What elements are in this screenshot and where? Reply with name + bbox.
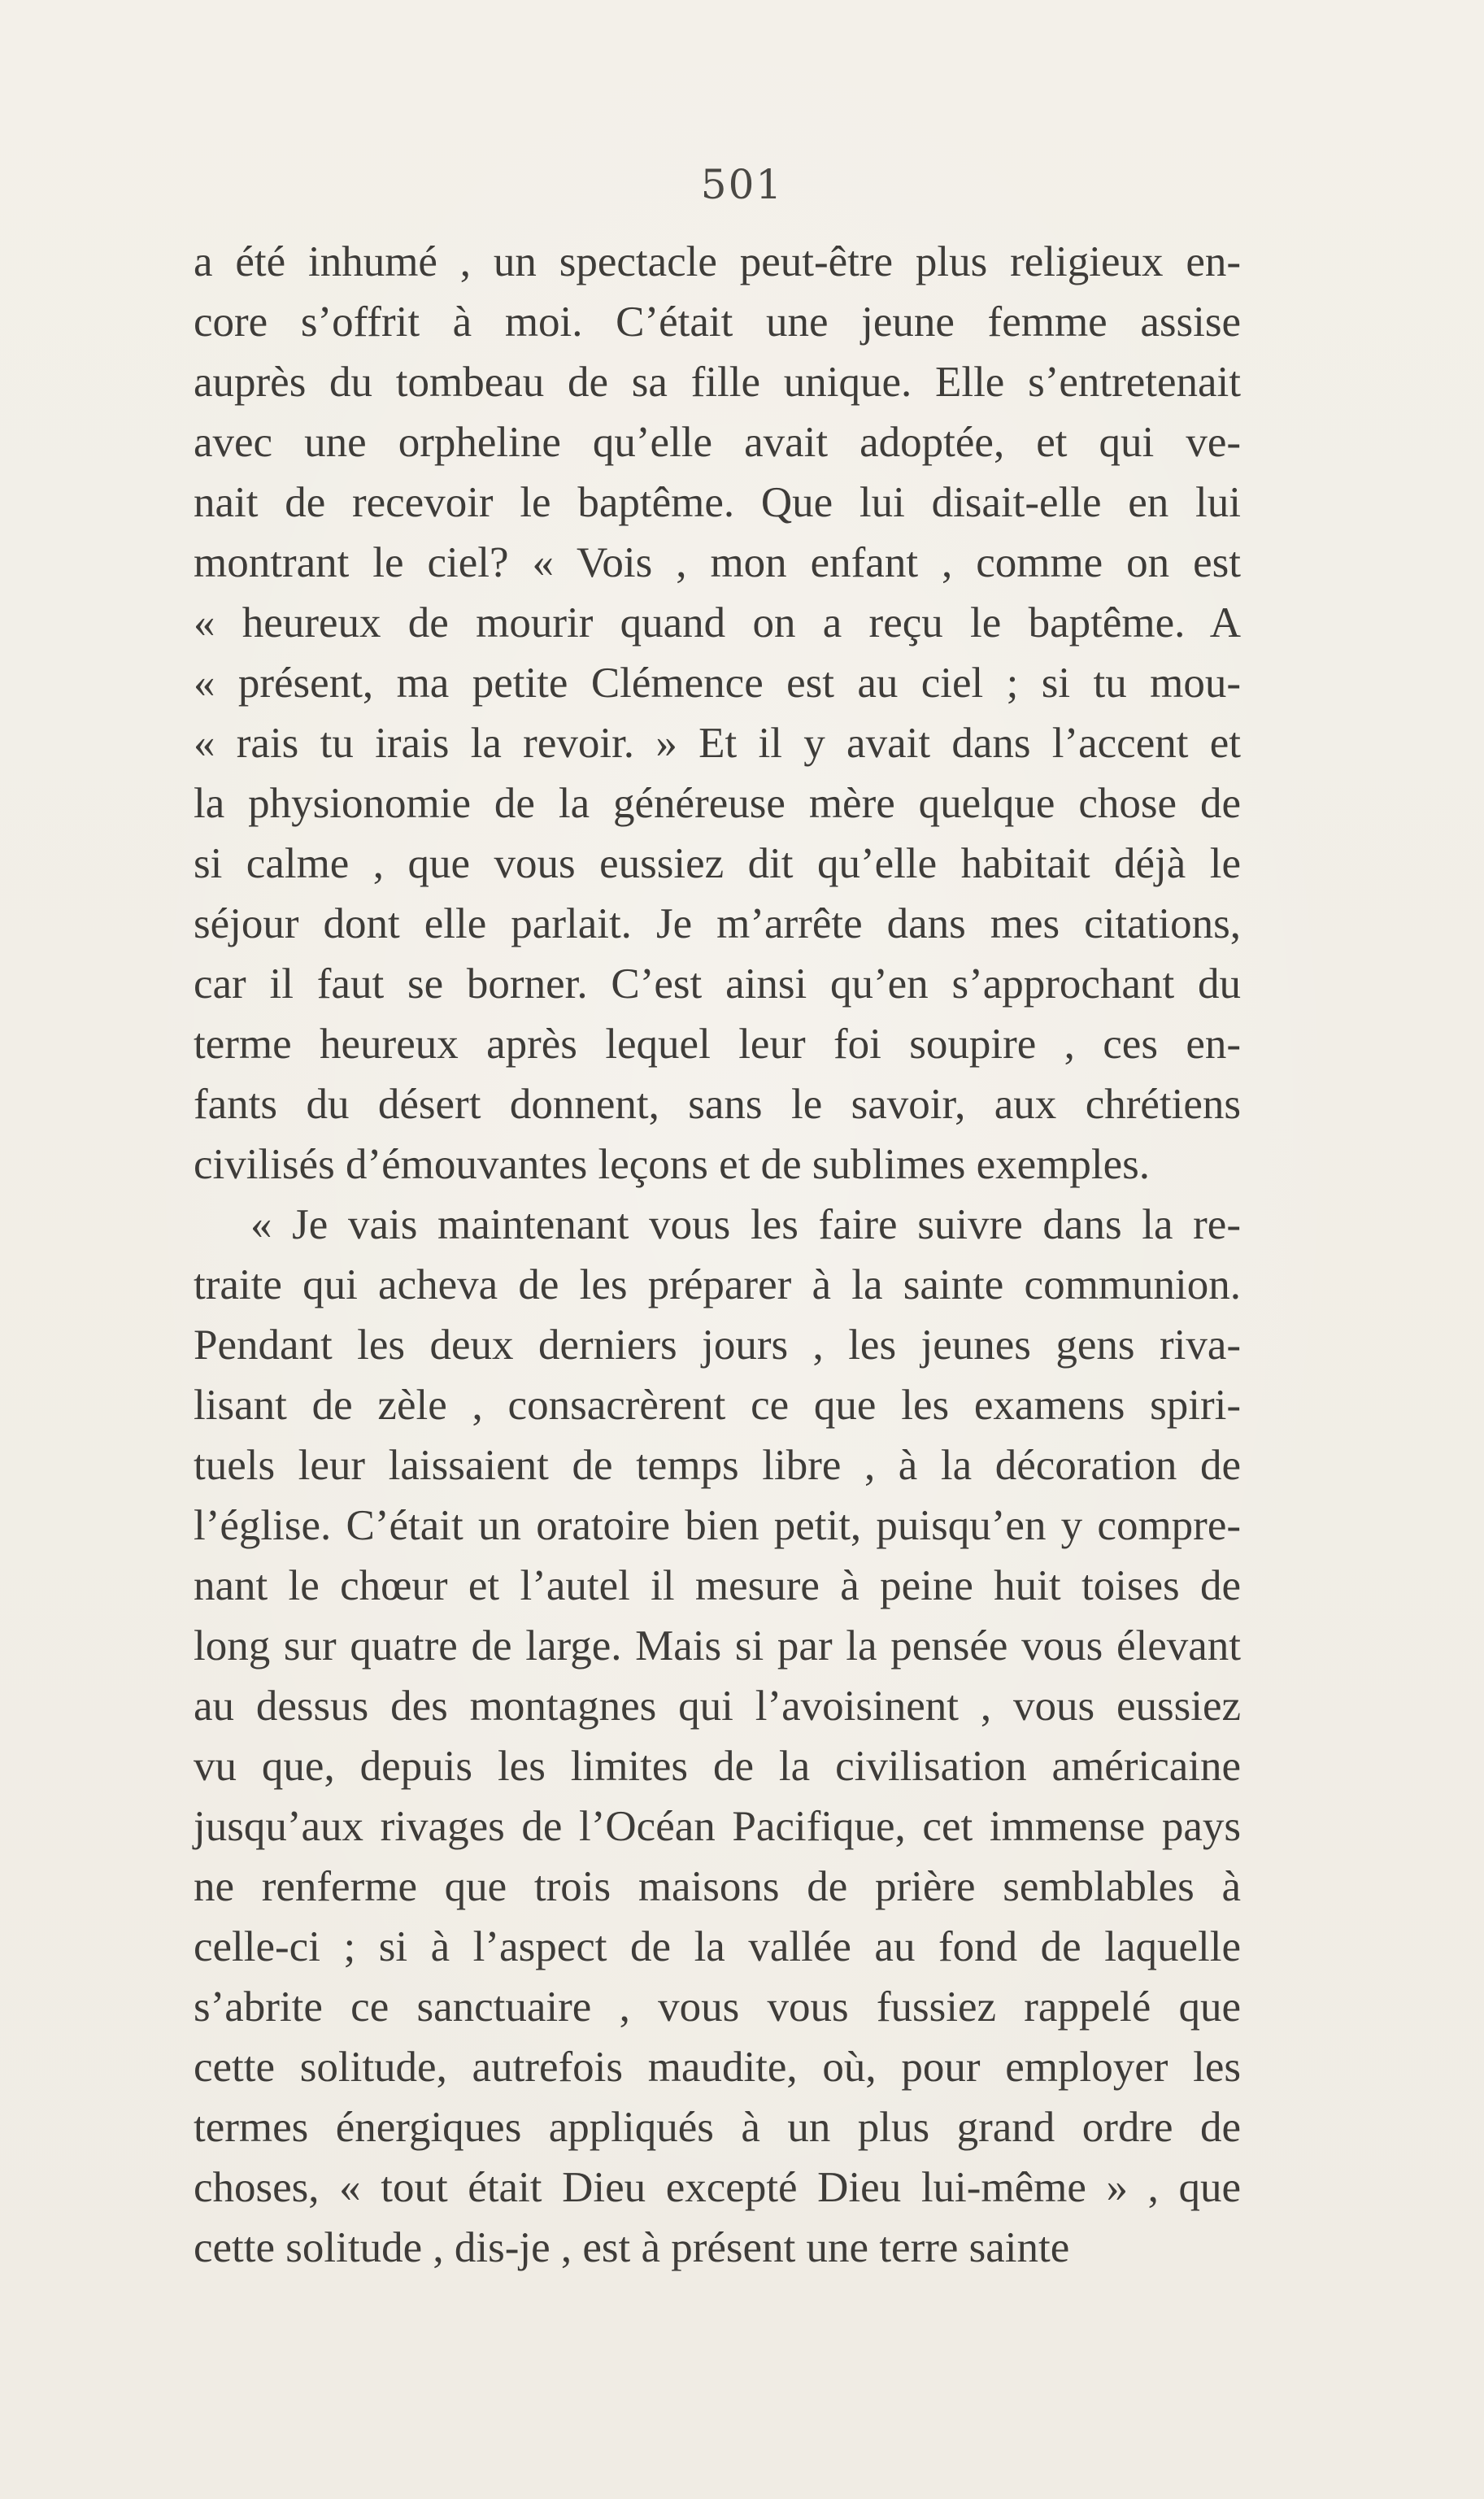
text-line: « rais tu irais la revoir. » Et il y avait dans l’accent et xyxy=(194,720,1241,767)
text-line: « Je vais maintenant vous les faire suivre dans la re- xyxy=(250,1201,1241,1248)
text-line: vu que, depuis les limites de la civilisation américaine xyxy=(194,1743,1241,1790)
text-line: l’église. C’était un oratoire bien petit, puisqu’en y compre- xyxy=(194,1502,1241,1549)
text-line: au dessus des montagnes qui l’avoisinent , vous eussiez xyxy=(194,1683,1241,1730)
text-line: nait de recevoir le baptême. Que lui disait-elle en lui xyxy=(194,479,1241,526)
text-line: montrant le ciel? « Vois , mon enfant , comme on est xyxy=(194,539,1241,586)
text-line: avec une orpheline qu’elle avait adoptée, et qui ve- xyxy=(194,419,1241,466)
text-line: a été inhumé , un spectacle peut-être plus religieux en- xyxy=(194,238,1241,285)
text-line: core s’offrit à moi. C’était une jeune femme assise xyxy=(194,298,1241,346)
text-line: cette solitude , dis-je , est à présent une terre sainte xyxy=(194,2224,1070,2271)
body-text xyxy=(194,232,1241,2278)
text-line: termes énergiques appliqués à un plus grand ordre de xyxy=(194,2104,1241,2151)
text-line: celle-ci ; si à l’aspect de la vallée au fond de laquelle xyxy=(194,1923,1241,1970)
text-line: terme heureux après lequel leur foi soupire , ces en- xyxy=(194,1021,1241,1068)
text-line: si calme , que vous eussiez dit qu’elle habitait déjà le xyxy=(194,840,1241,887)
text-line: « présent, ma petite Clémence est au ciel ; si tu mou- xyxy=(194,660,1241,707)
text-line: s’abrite ce sanctuaire , vous vous fussiez rappelé que xyxy=(194,1983,1241,2031)
text-line: choses, « tout était Dieu excepté Dieu lui-même » , que xyxy=(194,2164,1241,2211)
text-line: ne renferme que trois maisons de prière semblables à xyxy=(194,1863,1241,1910)
text-line: Pendant les deux derniers jours , les jeunes gens riva- xyxy=(194,1321,1241,1369)
text-line: « heureux de mourir quand on a reçu le baptême. A xyxy=(194,599,1241,647)
text-line: car il faut se borner. C’est ainsi qu’en s’approchant du xyxy=(194,960,1241,1008)
text-line: auprès du tombeau de sa fille unique. Elle s’entretenait xyxy=(194,359,1241,406)
text-line: lisant de zèle , consacrèrent ce que les examens spiri- xyxy=(194,1382,1241,1429)
text-line: traite qui acheva de les préparer à la sainte communion. xyxy=(194,1261,1241,1308)
text-line: fants du désert donnent, sans le savoir, aux chrétiens xyxy=(194,1081,1241,1128)
text-line: tuels leur laissaient de temps libre , à la décoration de xyxy=(194,1442,1241,1489)
text-line: cette solitude, autrefois maudite, où, pour employer les xyxy=(194,2044,1241,2091)
text-line: séjour dont elle parlait. Je m’arrête dans mes citations, xyxy=(194,900,1241,947)
text-line: long sur quatre de large. Mais si par la pensée vous élevant xyxy=(194,1622,1241,1670)
text-line: civilisés d’émouvantes leçons et de sublimes exemples. xyxy=(194,1141,1151,1188)
page-number: 501 xyxy=(700,161,784,208)
text-line: la physionomie de la généreuse mère quelque chose de xyxy=(194,780,1241,827)
text-line: jusqu’aux rivages de l’Océan Pacifique, cet immense pays xyxy=(194,1803,1241,1850)
text-line: nant le chœur et l’autel il mesure à peine huit toises de xyxy=(194,1562,1241,1609)
